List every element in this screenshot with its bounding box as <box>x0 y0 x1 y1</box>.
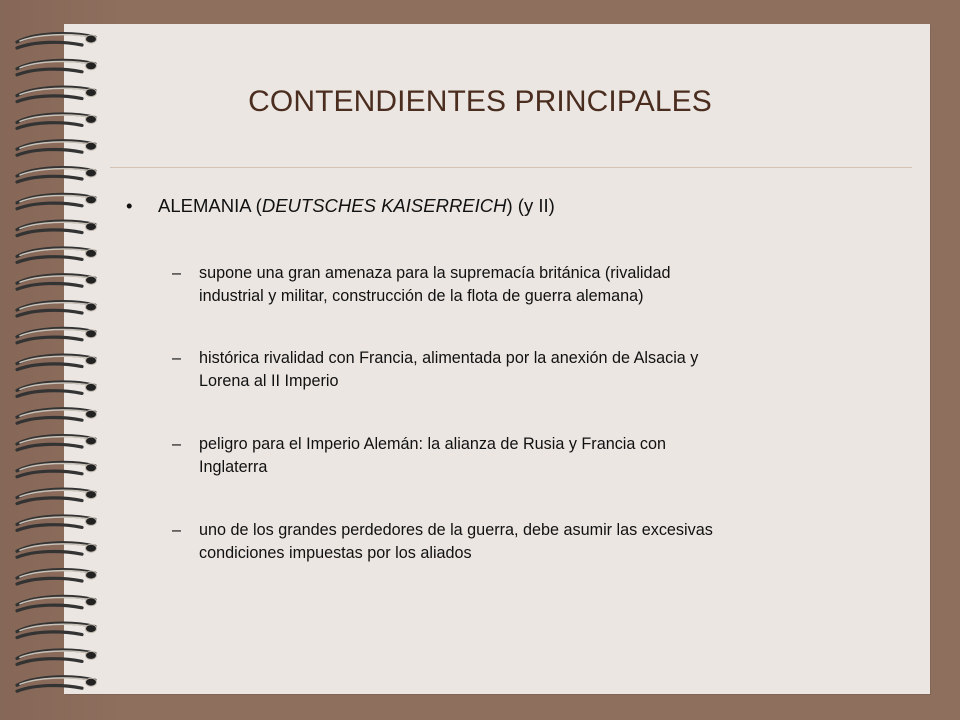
heading-suffix: ) (y II) <box>506 195 555 216</box>
dash-marker: – <box>172 521 182 539</box>
sub-item-line-1: peligro para el Imperio Alemán: la alianza de Rusia y Francia con <box>199 435 666 453</box>
sub-item-text <box>199 347 899 393</box>
sub-item-line-2: Lorena al II Imperio <box>199 372 339 390</box>
dash-marker: – <box>172 435 182 453</box>
sub-item-line-1: histórica rivalidad con Francia, alimentada por la anexión de Alsacia y <box>199 349 699 367</box>
page-title: CONTENDIENTES PRINCIPALES <box>248 85 712 118</box>
sub-item-line-2: condiciones impuestas por los aliados <box>199 544 472 562</box>
heading-italic: DEUTSCHES KAISERREICH <box>261 195 507 216</box>
sub-item-text <box>199 433 899 479</box>
main-bullet-text <box>158 194 918 218</box>
sub-item-text <box>199 262 899 308</box>
sub-item-line-1: uno de los grandes perdedores de la guerra, debe asumir las excesivas <box>199 521 713 539</box>
sub-item-line-1: supone una gran amenaza para la supremacía británica (rivalidad <box>199 264 671 282</box>
sub-item-line-2: industrial y militar, construcción de la flota de guerra alemana) <box>199 287 644 305</box>
dash-marker: – <box>172 349 182 367</box>
sub-item-line-2: Inglaterra <box>199 458 268 476</box>
bullet-marker: • <box>126 195 133 216</box>
dash-marker: – <box>172 264 182 282</box>
sub-item-text <box>199 519 899 565</box>
heading-prefix: ALEMANIA ( <box>158 195 262 216</box>
